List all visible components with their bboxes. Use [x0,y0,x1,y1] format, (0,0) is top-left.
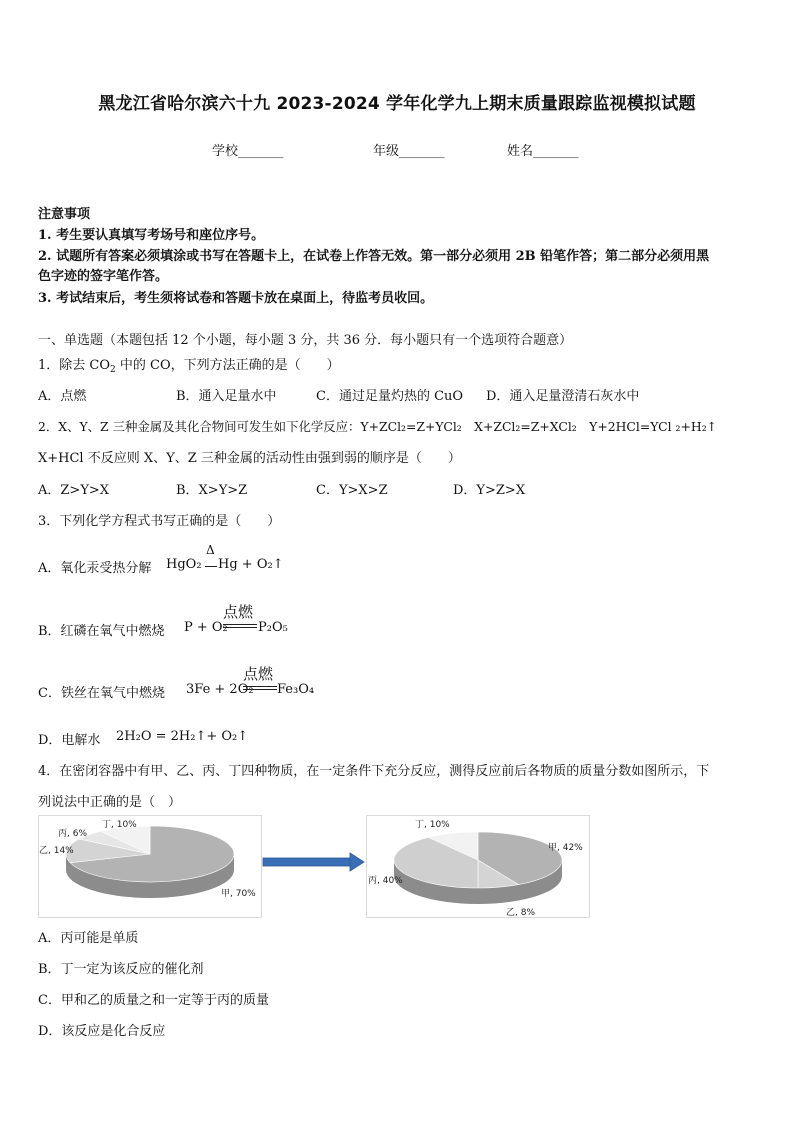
q3-b-sign-bottom [223,627,257,628]
pie0-label-jia: 甲, 70% [221,889,256,899]
arrow-head [350,853,364,871]
question-1-stem [38,354,340,375]
q3-c-sign-bottom [243,689,277,690]
right-arrow-icon [262,852,366,872]
q1-option-b[interactable]: B．通入足量水中 [176,389,277,404]
q2-option-d[interactable]: D．Y>Z>X [453,483,526,498]
q3-option-b[interactable]: B．红磷在氧气中燃烧 [38,624,165,639]
q4-option-a[interactable]: A．丙可能是单质 [38,931,139,946]
pie-chart-after-svg [367,816,589,917]
pie-chart-after [366,815,590,918]
q3-c-product: Fe₃O₄ [277,682,315,697]
q3-c-condition: 点燃 [243,665,274,683]
q3-c-reactant: 3Fe + 2O₂ [186,682,254,697]
q3-a-reactant: HgO₂ [166,557,202,572]
question-4-line-1: 4．在密闭容器中有甲、乙、丙、丁四种物质，在一定条件下充分反应，测得反应前后各物质的质量分数如图所示，下 [38,764,710,779]
q4-option-b[interactable]: B．丁一定为该反应的催化剂 [38,962,204,977]
q3-option-c[interactable]: C．铁丝在氧气中燃烧 [38,686,165,701]
notice-item-3: 3. 考试结束后，考生须将试卷和答题卡放在桌面上，待监考员收回。 [38,291,434,306]
q3-option-a[interactable]: A．氧化汞受热分解 [38,561,152,576]
grade-field[interactable]: 年级_______ [373,144,445,159]
q3-a-product: Hg + O₂↑ [218,557,284,572]
pie1-label-jia: 甲, 42% [548,843,583,853]
pie0-label-ding: 丁, 10% [102,820,137,830]
notice-item-1: 1. 考生要认真填写考场号和座位序号。 [38,228,265,243]
pie1-label-bing: 丙, 40% [368,876,403,886]
q1-option-d[interactable]: D．通入足量澄清石灰水中 [486,389,640,404]
q3-c-sign-top [243,686,277,687]
q3-b-product: P₂O₅ [258,620,288,635]
q3-option-d[interactable]: D．电解水 [38,733,101,748]
arrow-shaft [263,858,351,866]
q3-a-sign [205,566,217,567]
q2-option-a[interactable]: A．Z>Y>X [38,483,110,498]
notice-item-2: 2. 试题所有答案必须填涂或书写在答题卡上，在试卷上作答无效。第一部分必须用 2B 铅笔作答；第二部分必须用黑 [38,249,710,264]
question-4-line-2: 列说法中正确的是（ ） [38,795,182,810]
pie1-label-ding: 丁, 10% [415,820,450,830]
q3-b-condition: 点燃 [223,603,254,621]
page-title: 黑龙江省哈尔滨六十九 2023-2024 学年化学九上期末质量跟踪监视模拟试题 [98,94,696,114]
pie-chart-before [38,815,262,918]
pie0-label-bing: 丙, 6% [58,829,87,839]
question-2-line-2: X+HCl 不反应则 X、Y、Z 三种金属的活动性由强到弱的顺序是（ ） [38,451,461,466]
q2-option-b[interactable]: B．X>Y>Z [176,483,248,498]
q4-option-d[interactable]: D．该反应是化合反应 [38,1024,166,1039]
question-3-stem: 3．下列化学方程式书写正确的是（ ） [38,514,281,529]
question-2-line-1: 2．X、Y、Z 三种金属及其化合物间可发生如下化学反应：Y+ZCl₂=Z+YCl₂ X+ZCl₂=Z+XCl₂ Y+2HCl=YCl ₂+H₂↑ [38,419,718,434]
q1-stem-b: 中的 CO，下列方法正确的是（ ） [115,358,340,373]
q1-option-c[interactable]: C．通过足量灼热的 CuO [316,389,464,404]
q1-option-a[interactable]: A．点燃 [38,389,87,404]
q1-stem-sub: 2 [110,365,116,375]
q3-b-sign-top [223,624,257,625]
q4-option-c[interactable]: C．甲和乙的质量之和一定等于丙的质量 [38,993,269,1008]
q1-stem-a: 1．除去 CO [38,358,111,373]
q3-a-condition: Δ [206,543,215,557]
name-field[interactable]: 姓名_______ [507,144,579,159]
q3-d-equation: 2H₂O = 2H₂↑+ O₂↑ [116,729,249,744]
q3-b-reactant: P + O₂ [184,620,228,635]
pie1-label-yi: 乙, 8% [506,908,535,918]
notice-heading: 注意事项 [38,207,91,222]
notice-item-2-cont: 色字迹的签字笔作答。 [38,269,169,284]
q2-option-c[interactable]: C．Y>X>Z [316,483,388,498]
school-field[interactable]: 学校_______ [212,144,284,159]
pie0-label-yi: 乙, 14% [39,846,74,856]
section-heading: 一、单选题（本题包括 12 个小题，每小题 3 分，共 36 分．每小题只有一个选项符合题意） [38,333,573,348]
